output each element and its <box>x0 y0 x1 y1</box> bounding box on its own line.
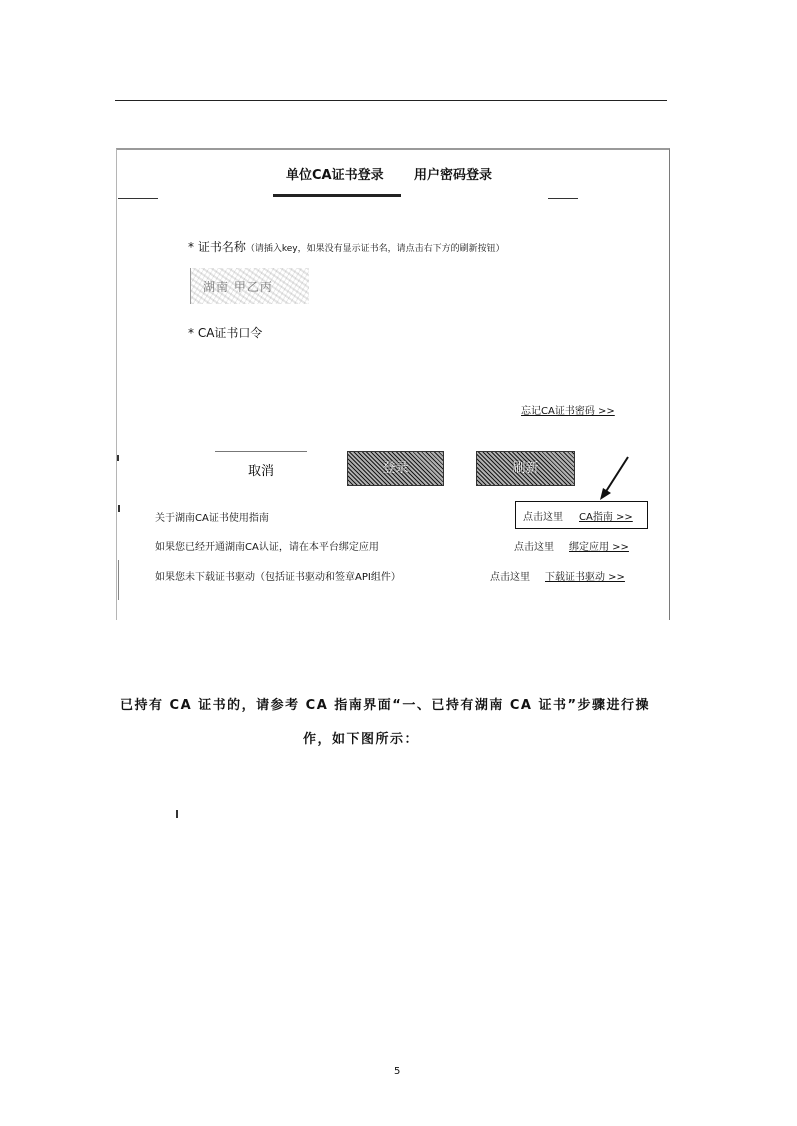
info-row-ca-guide: 关于湖南CA证书使用指南 <box>155 513 269 524</box>
instruction-line-2: 作，如下图所示： <box>303 732 420 747</box>
cert-name-select[interactable] <box>190 268 309 304</box>
download-driver-link[interactable]: 下载证书驱动 >> <box>545 572 625 583</box>
active-tab-underline <box>273 194 401 197</box>
page-number: 5 <box>394 1066 401 1077</box>
tab-password-login[interactable]: 用户密码登录 <box>414 168 493 183</box>
download-driver-prefix: 点击这里 <box>490 572 530 583</box>
refresh-button[interactable]: 刷新 <box>476 451 575 486</box>
callout-arrow-icon <box>595 455 635 505</box>
scan-speck <box>117 455 119 461</box>
bind-app-prefix: 点击这里 <box>514 542 554 553</box>
forgot-password-link[interactable]: 忘记CA证书密码 >> <box>521 406 615 417</box>
cancel-button[interactable]: 取消 <box>248 460 274 479</box>
cert-name-label <box>188 238 505 255</box>
scan-speck <box>118 505 120 512</box>
login-button[interactable]: 登录 <box>347 451 444 486</box>
bind-app-link[interactable]: 绑定应用 >> <box>569 542 629 553</box>
ca-guide-prefix: 点击这里 <box>523 512 563 523</box>
instruction-line-1: 已持有 CA 证书的，请参考 CA 指南界面“一、已持有湖南 CA 证书”步骤进行操 <box>120 698 651 713</box>
info-row-download-driver: 如果您未下载证书驱动（包括证书驱动和签章API组件） <box>155 572 401 583</box>
cert-password-label: * CA证书口令 <box>188 326 263 340</box>
cert-name-value: 湖南 甲乙丙 <box>203 280 273 294</box>
cert-password-input[interactable] <box>190 342 520 382</box>
cert-name-hint: （请插入key，如果没有显示证书名，请点击右下方的刷新按钮） <box>245 244 505 254</box>
cert-name-label-text: * 证书名称 <box>188 240 246 254</box>
ca-guide-link[interactable]: CA指南 >> <box>579 512 633 523</box>
scan-speck <box>215 451 307 452</box>
info-row-bind-app: 如果您已经开通湖南CA认证，请在本平台绑定应用 <box>155 542 379 553</box>
scan-speck <box>176 810 178 818</box>
page-header-rule <box>115 100 667 101</box>
scan-speck <box>118 198 158 199</box>
scan-speck <box>548 198 578 199</box>
tab-ca-certificate-login[interactable]: 单位CA证书登录 <box>286 168 384 183</box>
scan-speck <box>118 560 119 600</box>
